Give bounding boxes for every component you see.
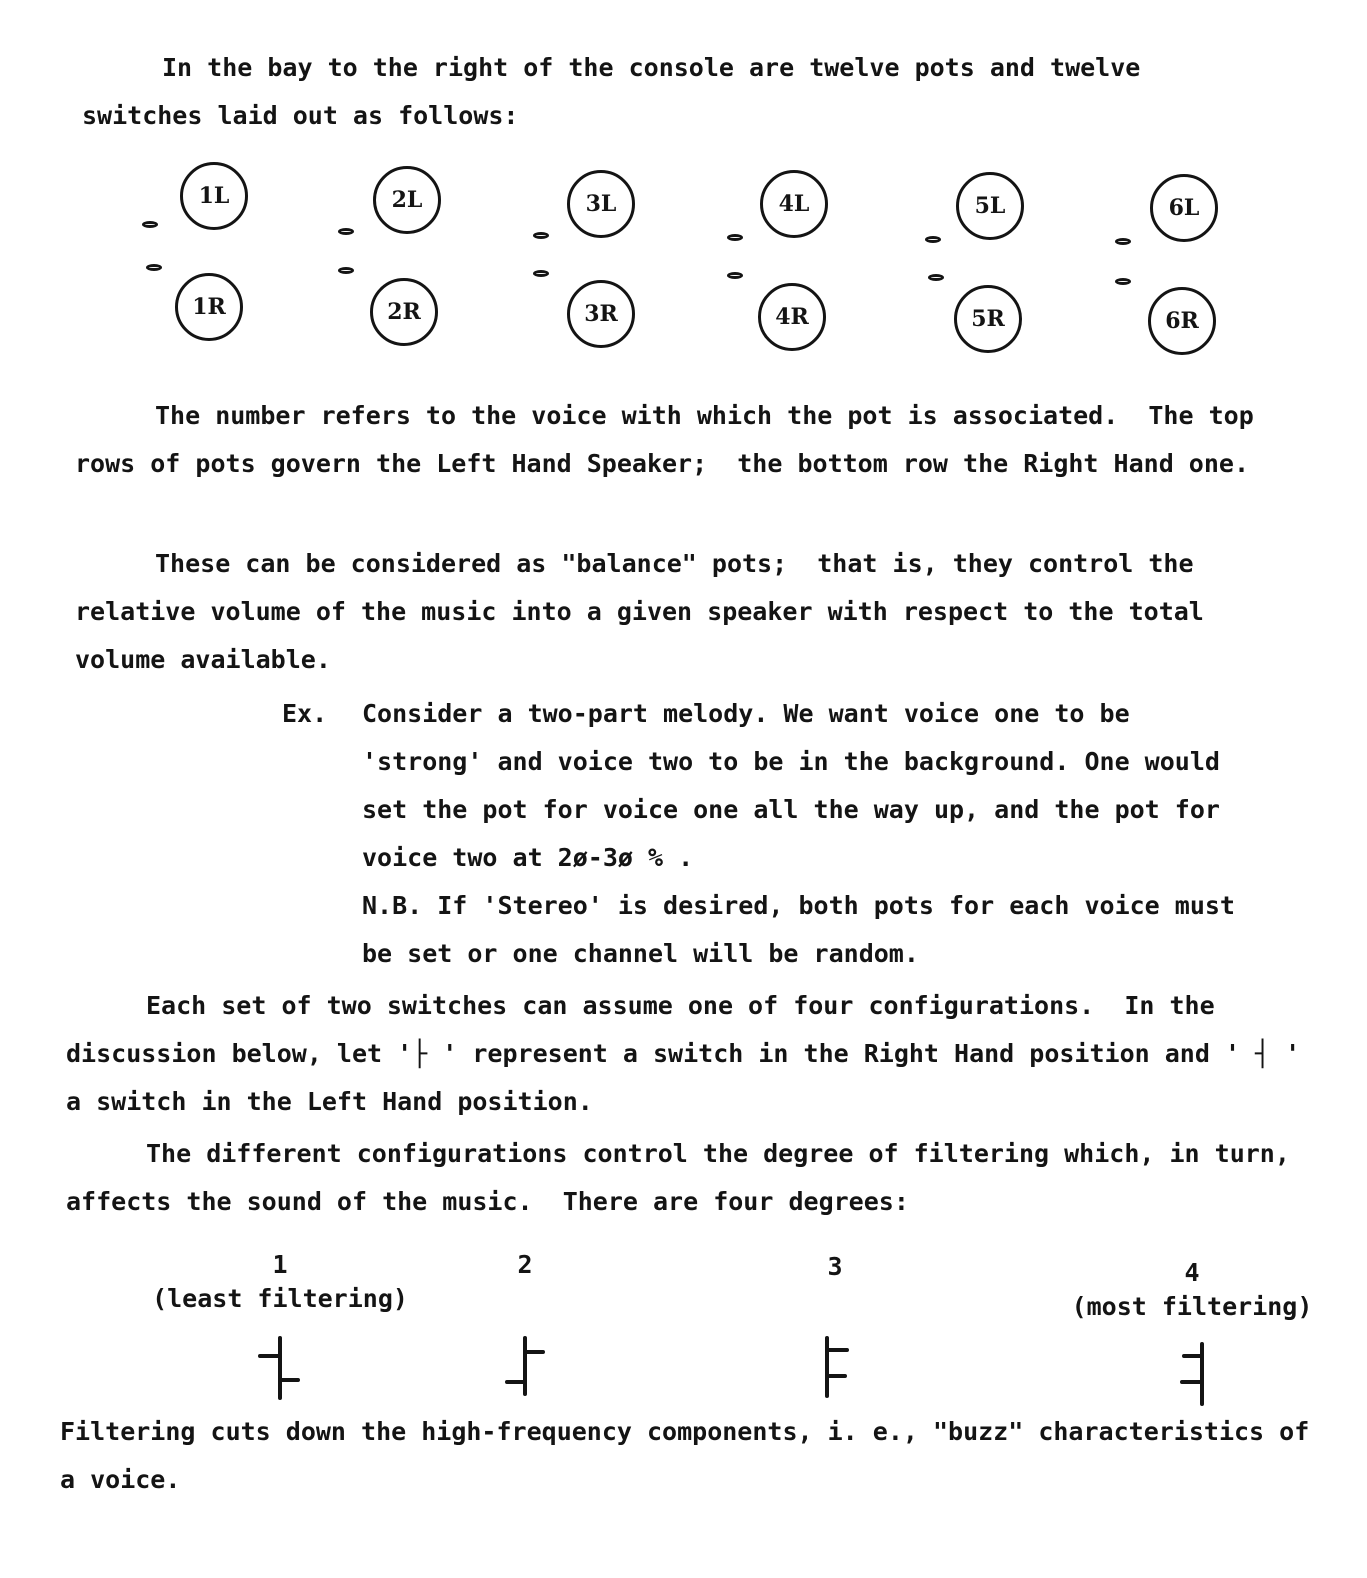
degree-number: 3 xyxy=(827,1252,843,1281)
switch-config-4-icon xyxy=(1162,1338,1222,1408)
degree-3 xyxy=(775,1250,895,1404)
degree-1 xyxy=(140,1248,420,1404)
pot-6r xyxy=(1148,287,1216,355)
pot-label: 3L xyxy=(585,191,617,217)
switch-4-upper xyxy=(727,234,743,241)
pot-3l xyxy=(567,170,635,238)
pot-2r xyxy=(370,278,438,346)
degree-caption xyxy=(775,1284,895,1318)
switch-5-upper xyxy=(925,236,941,243)
nota-bene: N.B. If 'Stereo' is desired, both pots for each voice must be set or one channel will be random. xyxy=(362,891,1235,968)
pot-4l xyxy=(760,170,828,238)
pot-label: 4R xyxy=(775,304,809,330)
pot-label: 2R xyxy=(387,299,421,325)
pot-label: 2L xyxy=(391,187,423,213)
pot-label: 1R xyxy=(192,294,226,320)
example-body: Consider a two-part melody. We want voice one to be 'strong' and voice two to be in the background. One would set the pot for voice one all the way up, and the pot for voice two at 2ø-3ø % . xyxy=(362,699,1220,872)
balance-paragraph xyxy=(75,540,1295,684)
switch-1-lower xyxy=(146,264,162,271)
degree-caption xyxy=(465,1282,585,1316)
configs-paragraph xyxy=(66,1130,1306,1226)
degree-caption: (least filtering) xyxy=(152,1284,408,1313)
switches-text: Each set of two switches can assume one of four configurations. In the discussion below, let '├ ' represent a switch in the Right Hand position and ' ┤ ' a switch in the Left Hand position. xyxy=(66,991,1316,1116)
degree-number: 1 xyxy=(272,1250,288,1279)
configs-text: The different configurations control the degree of filtering which, in turn, affects the sound of the music. There are four degrees: xyxy=(66,1139,1305,1216)
intro-text: In the bay to the right of the console are twelve pots and twelve switches laid out as follows: xyxy=(82,53,1156,130)
pot-1l xyxy=(180,162,248,230)
switch-5-lower xyxy=(928,274,944,281)
balance-text: These can be considered as "balance" pots; that is, they control the relative volume of the music into a given speaker with respect to the total volume available. xyxy=(75,549,1219,674)
filtering-paragraph xyxy=(60,1408,1325,1504)
switch-config-2-icon xyxy=(495,1334,555,1404)
pot-6l xyxy=(1150,174,1218,242)
switch-1-upper xyxy=(142,221,158,228)
pot-2l xyxy=(373,166,441,234)
pot-5l xyxy=(956,172,1024,240)
switch-3-lower xyxy=(533,270,549,277)
pot-label: 5L xyxy=(974,193,1006,219)
pot-label: 6R xyxy=(1165,308,1199,334)
switch-2-lower xyxy=(338,267,354,274)
pot-label: 3R xyxy=(584,301,618,327)
pot-label: 4L xyxy=(778,191,810,217)
degree-caption: (most filtering) xyxy=(1071,1292,1313,1321)
switch-config-1-icon xyxy=(250,1334,310,1404)
pot-3r xyxy=(567,280,635,348)
pot-5r xyxy=(954,285,1022,353)
degree-number: 2 xyxy=(517,1250,533,1279)
pot-1r xyxy=(175,273,243,341)
pot-label: 6L xyxy=(1168,195,1200,221)
degree-2 xyxy=(465,1248,585,1404)
number-paragraph xyxy=(75,392,1295,488)
switches-paragraph xyxy=(66,982,1316,1126)
switch-6-upper xyxy=(1115,238,1131,245)
pot-label: 5R xyxy=(971,306,1005,332)
switch-2-upper xyxy=(338,228,354,235)
pot-label: 1L xyxy=(198,183,230,209)
switch-3-upper xyxy=(533,232,549,239)
filtering-text: Filtering cuts down the high-frequency components, i. e., "buzz" characteristics of a voice. xyxy=(60,1417,1325,1494)
number-text: The number refers to the voice with which the pot is associated. The top rows of pots govern the Left Hand Speaker; the bottom row the Right Hand one. xyxy=(75,401,1269,478)
example-label: Ex. xyxy=(282,699,328,728)
pot-4r xyxy=(758,283,826,351)
switch-config-3-icon xyxy=(805,1334,865,1404)
degree-number: 4 xyxy=(1184,1258,1200,1287)
intro-paragraph xyxy=(82,44,1262,140)
switch-4-lower xyxy=(727,272,743,279)
degree-4 xyxy=(1062,1256,1322,1408)
switch-6-lower xyxy=(1115,278,1131,285)
